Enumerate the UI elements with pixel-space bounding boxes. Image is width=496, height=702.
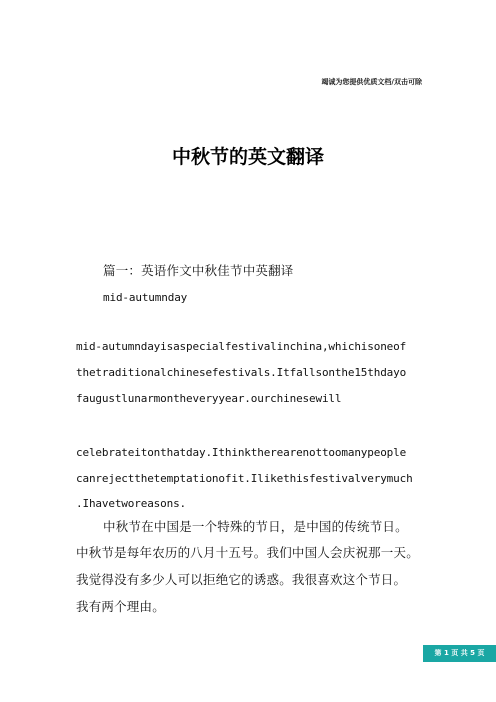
page-number-badge: 第 1 页 共 5 页: [423, 645, 496, 662]
chinese-paragraph-line-4: 我有两个理由。: [76, 599, 165, 614]
section-heading: 篇一：英语作文中秋佳节中英翻译: [103, 263, 294, 278]
english-paragraph-2-line-1: celebrateitonthatday.Ithinktherearenottoomanypeople: [76, 446, 407, 459]
document-title: 中秋节的英文翻译: [171, 146, 324, 168]
english-paragraph-1-line-2: thetraditionalchinesefestivals.Itfallsonthe15thdayo: [76, 366, 407, 379]
chinese-paragraph-line-3: 我觉得没有多少人可以拒绝它的诱惑。我很喜欢这个节日。: [76, 572, 407, 587]
english-paragraph-1-line-1: mid-autumndayisaspecialfestivalinchina,whichisoneof: [76, 340, 407, 353]
english-paragraph-2-line-3: .Ihavetworeasons.: [76, 497, 187, 510]
english-title: mid-autumnday: [103, 291, 188, 304]
english-paragraph-2-line-2: canrejectthetemptationofit.Ilikethisfestivalverymuch: [76, 472, 413, 485]
chinese-paragraph-line-2: 中秋节是每年农历的八月十五号。我们中国人会庆祝那一天。: [76, 545, 419, 560]
chinese-paragraph-line-1: 中秋节在中国是一个特殊的节日，是中国的传统节日。: [103, 519, 408, 534]
english-paragraph-1-line-3: faugustlunarmontheveryyear.ourchinesewill: [76, 392, 342, 405]
header-note: 竭诚为您提供优质文档/双击可除: [321, 78, 422, 86]
